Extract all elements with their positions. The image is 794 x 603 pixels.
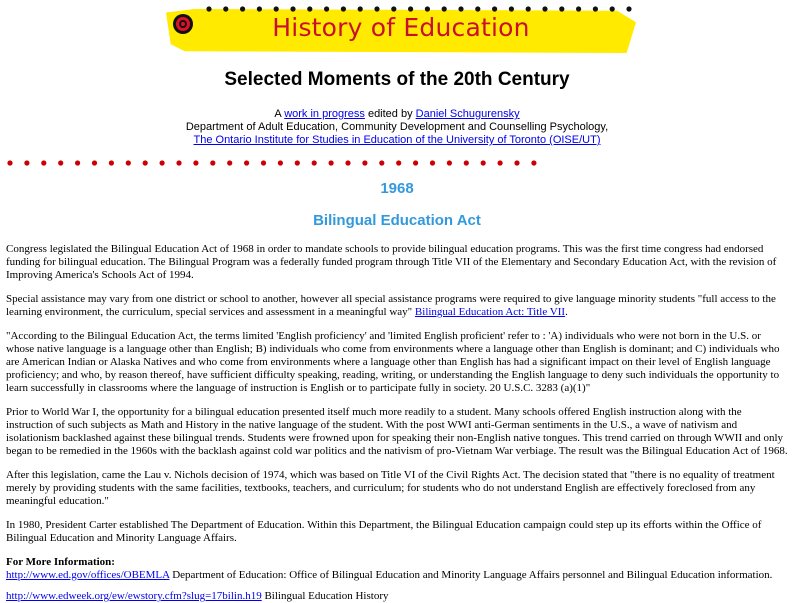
institute-link[interactable]: The Ontario Institute for Studies in Education of the University of Toronto (OISE/UT) [193, 134, 601, 146]
decorative-dot [430, 160, 435, 165]
decorative-dot [475, 6, 480, 11]
more-info-item-2 [6, 590, 790, 603]
decorative-dot [526, 6, 531, 11]
credits [0, 108, 794, 147]
credit-line [0, 108, 794, 121]
decorative-dot [193, 160, 198, 165]
decorative-dot [379, 160, 384, 165]
decorative-dot [24, 160, 29, 165]
decorative-dot [75, 160, 80, 165]
decorative-dot [257, 6, 262, 11]
article-year: 1968 [380, 180, 414, 197]
decorative-dot [447, 160, 452, 165]
edweek-link[interactable]: http://www.edweek.org/ew/ewstory.cfm?slug=17bilin.h19 [6, 590, 262, 602]
banner-title: History of Education [272, 13, 530, 42]
paragraph-2-text: Special assistance may vary from one district or school to another, however all special assistance programs were required to give language minority students "full access to the learning environment, the curriculum, special services and assessment in a meaningful way" [6, 293, 776, 318]
decorative-dot [244, 160, 249, 165]
decorative-dot [442, 6, 447, 11]
paragraph-2 [6, 293, 790, 319]
decorative-dot [176, 160, 181, 165]
decorative-dot [408, 6, 413, 11]
decorative-dot [413, 160, 418, 165]
article-body [6, 243, 790, 603]
more-info-label: For More Information: [6, 556, 115, 568]
decorative-dot [261, 160, 266, 165]
decorative-dot [559, 6, 564, 11]
decorative-dot [391, 6, 396, 11]
decorative-dot [143, 160, 148, 165]
paragraph-4: Prior to World War I, the opportunity for a bilingual education presented itself much more readily to a student. Many schools offered English instruction along with the instruction of such subjects as Math and History in the native language of the student. With the post WWI anti-German sentiments in the U.S., a wave of nativism and isolationism backlashed against these bilingual trends. Students were frowned upon for speaking their non-English native tongues. This trend carried on through WWII and only began to be remedied in the 1960s with the backlash against cold war politics and the nativism of pro-Vietnam War verbiage. The result was the Bilingual Education Act of 1968. [6, 406, 788, 457]
decorative-dot [227, 160, 232, 165]
decorative-dot [358, 6, 363, 11]
decorative-dot [126, 160, 131, 165]
decorative-dot [374, 6, 379, 11]
decorative-dots-bottom [6, 158, 551, 168]
decorative-dot [396, 160, 401, 165]
decorative-dot [464, 160, 469, 165]
article-title: Bilingual Education Act [313, 212, 481, 229]
decorative-dot [307, 6, 312, 11]
decorative-dot [109, 160, 114, 165]
work-in-progress-link[interactable]: work in progress [284, 108, 365, 120]
decorative-dot [425, 6, 430, 11]
decorative-dot [160, 160, 165, 165]
decorative-dot [542, 6, 547, 11]
decorative-dot [312, 160, 317, 165]
page-title: Selected Moments of the 20th Century [224, 69, 570, 90]
decorative-dot [290, 6, 295, 11]
decorative-dot [509, 6, 514, 11]
decorative-dot [531, 160, 536, 165]
paragraph-5: After this legislation, came the Lau v. Nichols decision of 1974, which was based on Title VI of the Civil Rights Act. The decision stated that "there is no equality of treatment merely by providing students with the same facilities, textbooks, teachers, and curriculum; for students who do not understand English are effectively foreclosed from any meaningful education." [6, 469, 775, 507]
decorative-dot [274, 6, 279, 11]
paragraph-1: Congress legislated the Bilingual Education Act of 1968 in order to mandate schools to provide bilingual education programs. This was the first time congress had endorsed funding for bilingual education. The Bilingual Program was a federally funded program through Title VII of the Elementary and Secondary Education Act, with the revision of Improving America's Schools Act of 1994. [6, 243, 777, 281]
decorative-dot [58, 160, 63, 165]
decorative-dot [492, 6, 497, 11]
decorative-dot [329, 160, 334, 165]
paragraph-6: In 1980, President Carter established The Department of Education. Within this Department, the Bilingual Education campaign could step up its efforts within the Office of Bilingual Education and Minority Language Affairs. [6, 519, 762, 544]
decorative-dot [576, 6, 581, 11]
department-text: Department of Adult Education, Community Development and Counselling Psychology, [185, 121, 609, 133]
decorative-dot [210, 160, 215, 165]
more-info-item-1 [6, 569, 790, 582]
obemla-description: Department of Education: Office of Bilingual Education and Minority Language Affairs personnel and Bilingual Education information. [169, 569, 773, 581]
decorative-dot [481, 160, 486, 165]
decorative-dot [514, 160, 519, 165]
edweek-description: Bilingual Education History [261, 590, 389, 602]
decorative-dot [295, 160, 300, 165]
decorative-dot [324, 6, 329, 11]
decorative-dot [341, 6, 346, 11]
decorative-dot [240, 6, 245, 11]
decorative-dot [362, 160, 367, 165]
decorative-dot [41, 160, 46, 165]
author-link[interactable]: Daniel Schugurensky [415, 108, 520, 120]
decorative-dot [278, 160, 283, 165]
credit-prefix: A [274, 108, 285, 120]
decorative-dot [593, 6, 598, 11]
decorative-dot [206, 6, 211, 11]
decorative-dot [345, 160, 350, 165]
edited-by-text: edited by [364, 108, 416, 120]
decorative-dot [92, 160, 97, 165]
obemla-link[interactable]: http://www.ed.gov/offices/OBEMLA [6, 569, 170, 581]
title-vii-link[interactable]: Bilingual Education Act: Title VII [414, 306, 566, 318]
decorative-dot [626, 6, 631, 11]
decorative-dot [223, 6, 228, 11]
paragraph-3: "According to the Bilingual Education Act, the terms limited 'English proficiency' and 'limited English proficient' refer to : 'A) individuals who were not born in the U.S. or whose native language is a language other than English; B) individuals who come from environments where a language other than English is dominant; and C) individuals who are American Indian or Alaska Natives and who come from environments where a language other than English has had a significant impact on their level of English language proficiency; and who, by reason thereof, have sufficient difficulty speaking, reading, writing, or understanding the English language to deny such individuals the opportunity to learn successfully in classrooms where the language of instruction is English or to participate fully in society. 20 U.S.C. 3283 (a)(1)" [6, 330, 780, 394]
decorative-dot [458, 6, 463, 11]
paragraph-2-end: . [565, 306, 568, 318]
decorative-dot [610, 6, 615, 11]
decorative-dot [498, 160, 503, 165]
decorative-dot [7, 160, 12, 165]
